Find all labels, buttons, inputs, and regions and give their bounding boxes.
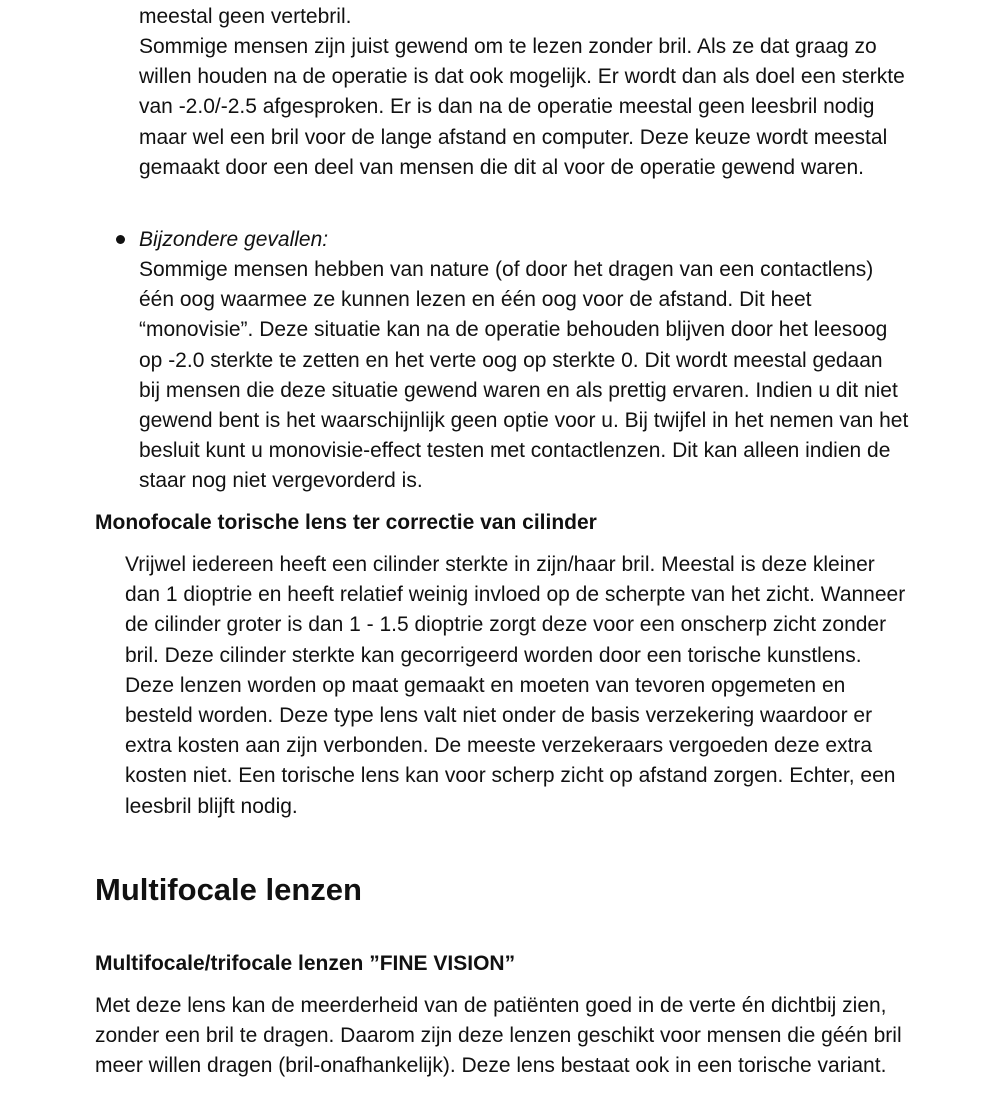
multifocal-subheading: Multifocale/trifocale lenzen ”FINE VISION” <box>95 952 516 975</box>
toric-lens-heading: Monofocale torische lens ter correctie van cilinder <box>95 511 597 534</box>
reading-without-glasses-paragraph: Sommige mensen zijn juist gewend om te lezen zonder bril. Als ze dat graag zo willen houden na de operatie is dat ook mogelijk. Er wordt dan als doel een sterkte van -2.0/-2.5 afgesproken. Er is dan na de operatie meestal geen leesbril nodig maar wel een bril voor de lange afstand en computer. Deze keuze wordt meestal gemaakt door een deel van mensen die dit al voor de operatie gewend waren. <box>139 35 905 179</box>
multifocal-paragraph: Met deze lens kan de meerderheid van de patiënten goed in de verte én dichtbij zien, zonder een bril te dragen. Daarom zijn deze lenzen geschikt voor mensen die géén bril meer willen dragen (bril-onafhankelijk). Deze lens bestaat ook in een torische variant. <box>95 994 902 1078</box>
list-item-continuation-text: meestal geen vertebril. <box>139 5 352 28</box>
monovision-paragraph: Sommige mensen hebben van nature (of door het dragen van een contactlens) één oog waarmee ze kunnen lezen en één oog voor de afstand. Dit heet “monovisie”. Deze situatie kan na de operatie behouden blijven door het leesoog op -2.0 sterkte te zetten en het verte oog op sterkte 0. Dit wordt meestal gedaan bij mensen die deze situatie gewend waren en als prettig ervaren. Indien u dit niet gewend bent is het waarschijnlijk geen optie voor u. Bij twijfel in het nemen van het besluit kunt u monovisie-effect testen met contactlenzen. Dit kan alleen indien de staar nog niet vergevorderd is. <box>139 258 909 493</box>
bullet-marker <box>116 235 125 244</box>
special-cases-title: Bijzondere gevallen: <box>139 228 329 251</box>
multifocal-section-heading: Multifocale lenzen <box>95 872 362 907</box>
toric-lens-paragraph: Vrijwel iedereen heeft een cilinder sterkte in zijn/haar bril. Meestal is deze kleiner dan 1 dioptrie en heeft relatief weinig invloed op de scherpte van het zicht. Wanneer de cilinder groter is dan 1 - 1.5 dioptrie zorgt deze voor een onscherp zicht zonder bril. Deze cilinder sterkte kan gecorrigeerd worden door een torische kunstlens. Deze lenzen worden op maat gemaakt en moeten van tevoren opgemeten en besteld worden. Deze type lens valt niet onder de basis verzekering waardoor er extra kosten aan zijn verbonden. De meeste verzekeraars vergoeden deze extra kosten niet. Een torische lens kan voor scherp zicht op afstand zorgen. Echter, een leesbril blijft nodig. <box>125 553 906 818</box>
